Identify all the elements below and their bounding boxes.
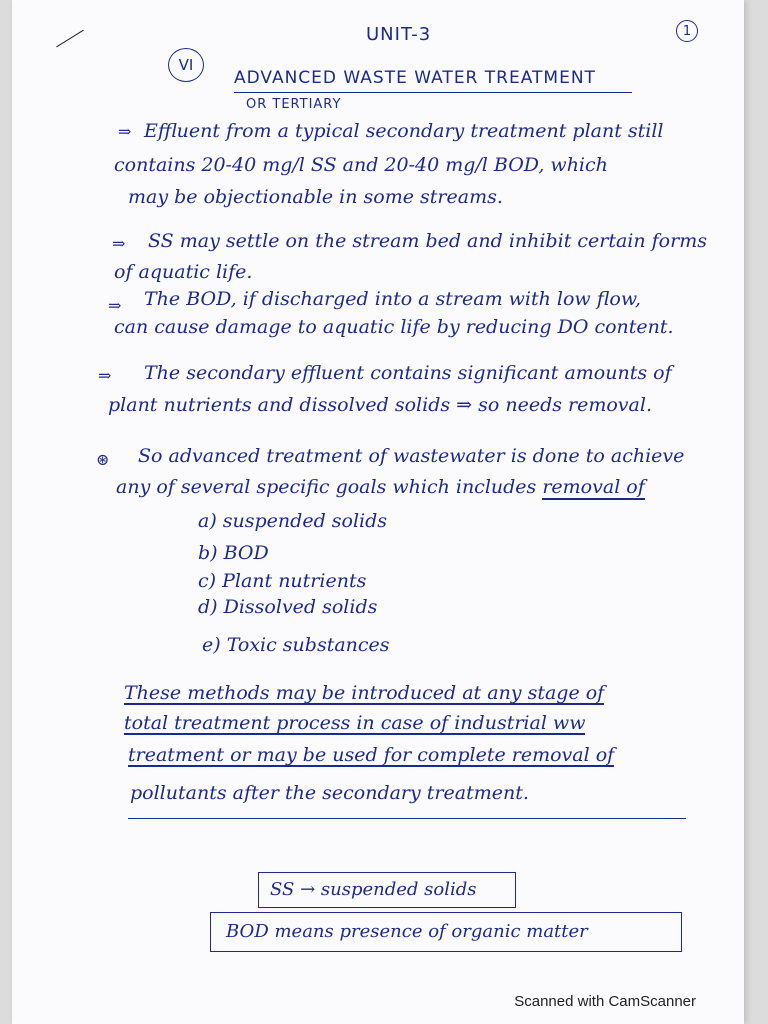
paragraph-line: can cause damage to aquatic life by reducing DO content. <box>114 316 674 338</box>
scanner-watermark: Scanned with CamScanner <box>514 993 696 1010</box>
bullet-marker: ⇒ <box>112 234 126 253</box>
goal-list-item: b) BOD <box>198 542 269 564</box>
paragraph-line: contains 20-40 mg/l SS and 20-40 mg/l BOD, which <box>114 154 608 176</box>
note-underline <box>128 818 686 819</box>
goals-line: So advanced treatment of wastewater is done to achieve <box>138 445 685 467</box>
goals-line <box>116 478 645 497</box>
goal-list-item: a) suspended solids <box>198 510 388 532</box>
page-title: ADVANCED WASTE WATER TREATMENT <box>234 68 596 88</box>
removal-of-underlined: removal of <box>542 476 645 498</box>
bullet-marker: ⇒ <box>108 296 122 315</box>
paragraph-line: may be objectionable in some streams. <box>128 186 503 208</box>
note-line: These methods may be introduced at any stage of <box>124 682 605 704</box>
goals-marker: ⊛ <box>96 450 110 469</box>
ss-definition: SS → suspended solids <box>270 879 477 900</box>
unit-heading: UNIT-3 <box>366 24 432 45</box>
paragraph-line: The BOD, if discharged into a stream with low flow, <box>144 288 641 310</box>
title-underline <box>234 92 632 93</box>
section-number: VI <box>178 56 194 74</box>
goal-list-item: d) Dissolved solids <box>198 596 378 618</box>
paragraph-line: The secondary effluent contains significant amounts of <box>144 362 672 384</box>
section-number-badge <box>168 48 204 82</box>
paragraph-line: Effluent from a typical secondary treatment plant still <box>144 120 664 142</box>
paragraph-line: of aquatic life. <box>114 261 253 283</box>
paragraph-line: SS may settle on the stream bed and inhibit certain forms <box>148 230 707 252</box>
goal-list-item: e) Toxic substances <box>202 634 390 656</box>
bullet-marker: ⇒ <box>118 122 132 141</box>
goal-list-item: c) Plant nutrients <box>198 570 367 592</box>
page-number: 1 <box>682 23 692 39</box>
bod-definition: BOD means presence of organic matter <box>226 921 588 942</box>
note-line: pollutants after the secondary treatment. <box>130 782 529 804</box>
page-subtitle: OR TERTIARY <box>246 97 342 112</box>
bullet-marker: ⇒ <box>98 366 112 385</box>
page-number-badge <box>676 20 698 42</box>
note-line: total treatment process in case of industrial ww <box>124 712 586 734</box>
paragraph-line: plant nutrients and dissolved solids ⇒ so needs removal. <box>108 394 652 416</box>
goals-line-text: any of several specific goals which includes <box>116 476 537 498</box>
note-line: treatment or may be used for complete removal of <box>128 744 615 766</box>
